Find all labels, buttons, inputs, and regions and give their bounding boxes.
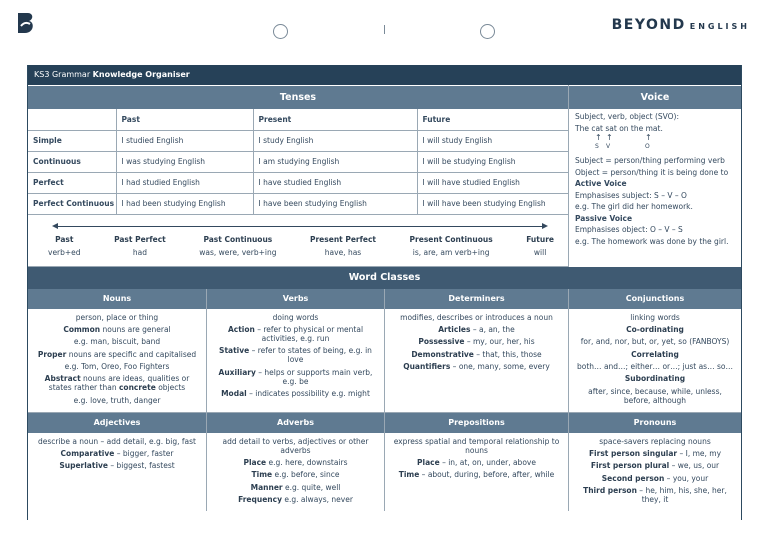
- organiser-title: [28, 65, 741, 85]
- knowledge-organiser: [27, 65, 742, 520]
- brand-main: BEYOND: [611, 17, 686, 33]
- center-mark: [384, 25, 385, 34]
- past-cell: I was studying English: [116, 151, 253, 172]
- timeline-item: Past verb+ed: [48, 234, 81, 257]
- adverbs-header: Adverbs: [207, 413, 384, 433]
- nouns-column: Nouns person, place or thing Common nouns are general e.g. man, biscuit, band Proper nouns are specific and capitalised e.g. Tom, Oreo, Foo Fighters Abstract nouns are ideas, qualities or states rather than concrete objects e.g. love, truth, danger: [28, 289, 207, 413]
- svo-markers: [575, 134, 735, 154]
- active-emphasis: Emphasises subject: S – V – O: [575, 190, 687, 200]
- arrow-right-icon: [542, 223, 548, 229]
- tenses-section: [28, 85, 569, 267]
- organiser-title-bold: Knowledge Organiser: [92, 70, 190, 79]
- corner-cell: [28, 109, 116, 130]
- brand-sub: ENGLISH: [689, 22, 750, 31]
- beyond-logo-icon: [16, 11, 36, 35]
- word-classes-row-1: [28, 289, 741, 413]
- past-cell: I had been studying English: [116, 193, 253, 214]
- arrow-up-icon: ↑: [645, 133, 652, 142]
- active-example: e.g. The girl did her homework.: [575, 202, 693, 211]
- determiners-column: Determiners modifies, describes or introduces a noun Articles – a, an, the Possessive – my, our, her, his Demonstrative – that, this, those Quantifiers – one, many, some, every: [385, 289, 569, 413]
- tenses-header: Tenses: [28, 85, 568, 109]
- word-classes-header: Word Classes: [28, 267, 741, 289]
- pronouns-header: Pronouns: [569, 413, 741, 433]
- tense-row: [28, 130, 569, 151]
- future-cell: I will have been studying English: [417, 193, 569, 214]
- timeline-item: Past Perfect had: [114, 234, 166, 257]
- tense-timeline: [28, 215, 568, 267]
- svo-letter: V: [606, 143, 611, 150]
- col-past: Past: [116, 109, 253, 130]
- svo-letter: O: [645, 143, 650, 150]
- past-cell: I had studied English: [116, 172, 253, 193]
- passive-voice-title: Passive Voice: [575, 213, 633, 223]
- timeline-item: Future will: [526, 234, 554, 257]
- punch-hole-left: [273, 24, 288, 39]
- timeline-item: Past Continuous was, were, verb+ing: [199, 234, 277, 257]
- voice-section: [569, 85, 741, 267]
- row-label: Perfect Continuous: [28, 193, 116, 214]
- pronouns-column: Pronouns space-savers replacing nouns First person singular – I, me, my First person plural – we, us, our Second person – you, your Third person – he, him, his, she, her, they, it: [569, 413, 741, 511]
- tense-row: [28, 151, 569, 172]
- svo-example: The cat sat on the mat.: [575, 123, 663, 133]
- adjectives-header: Adjectives: [28, 413, 206, 433]
- tense-row: [28, 193, 569, 214]
- word-classes-row-2: [28, 413, 741, 511]
- adjectives-column: Adjectives describe a noun – add detail, e.g. big, fast Comparative – bigger, faster Superlative – biggest, fastest: [28, 413, 207, 511]
- present-cell: I have been studying English: [253, 193, 417, 214]
- determiners-header: Determiners: [385, 289, 568, 309]
- voice-content: [569, 109, 741, 253]
- subject-definition: Subject = person/thing performing verb: [575, 156, 725, 165]
- present-cell: I have studied English: [253, 172, 417, 193]
- row-label: Perfect: [28, 172, 116, 193]
- arrow-up-icon: ↑: [595, 133, 602, 142]
- verbs-column: Verbs doing words Action – refer to physical or mental activities, e.g. run Stative – refer to states of being, e.g. in love Auxiliary – helps or supports main verb, e.g. be Modal – indicates possibility e.g. might: [207, 289, 385, 413]
- conjunctions-column: Conjunctions linking words Co-ordinating for, and, nor, but, or, yet, so (FANBOYS) Correlating both… and…; either… or…; just as… so… Subordinating after, since, because, while, unless, before, although: [569, 289, 741, 413]
- voice-header: Voice: [569, 85, 741, 109]
- active-voice-title: Active Voice: [575, 179, 627, 188]
- verbs-header: Verbs: [207, 289, 384, 309]
- conjunctions-header: Conjunctions: [569, 289, 741, 309]
- future-cell: I will be studying English: [417, 151, 569, 172]
- future-cell: I will study English: [417, 130, 569, 151]
- adverbs-column: Adverbs add detail to verbs, adjectives or other adverbs Place e.g. here, downstairs Time e.g. before, since Manner e.g. quite, well Frequency e.g. always, never: [207, 413, 385, 511]
- punch-hole-right: [480, 24, 495, 39]
- svo-letter: S: [595, 143, 599, 150]
- row-label: Continuous: [28, 151, 116, 172]
- svo-intro: Subject, verb, object (SVO):: [575, 112, 680, 121]
- object-definition: Object = person/thing it is being done to: [575, 167, 729, 177]
- col-present: Present: [253, 109, 417, 130]
- prepositions-column: Prepositions express spatial and temporal relationship to nouns Place – in, at, on, under, above Time – about, during, before, after, while: [385, 413, 569, 511]
- organiser-title-prefix: KS3 Grammar: [34, 70, 91, 79]
- col-future: Future: [417, 109, 569, 130]
- tenses-voice-row: [28, 85, 741, 267]
- future-cell: I will have studied English: [417, 172, 569, 193]
- brand-wordmark: [612, 14, 750, 33]
- past-cell: I studied English: [116, 130, 253, 151]
- row-label: Simple: [28, 130, 116, 151]
- tense-row: [28, 172, 569, 193]
- present-cell: I am studying English: [253, 151, 417, 172]
- tenses-header-row: [28, 109, 569, 130]
- arrow-up-icon: ↑: [606, 133, 613, 142]
- timeline-item: Present Continuous is, are, am verb+ing: [409, 234, 493, 257]
- present-cell: I study English: [253, 130, 417, 151]
- timeline-item: Present Perfect have, has: [309, 234, 377, 257]
- tenses-table: [28, 109, 569, 215]
- prepositions-header: Prepositions: [385, 413, 568, 433]
- passive-emphasis: Emphasises object: O – V – S: [575, 225, 683, 234]
- timeline-line: [58, 226, 542, 227]
- passive-example: e.g. The homework was done by the girl.: [575, 236, 729, 246]
- nouns-header: Nouns: [28, 289, 206, 309]
